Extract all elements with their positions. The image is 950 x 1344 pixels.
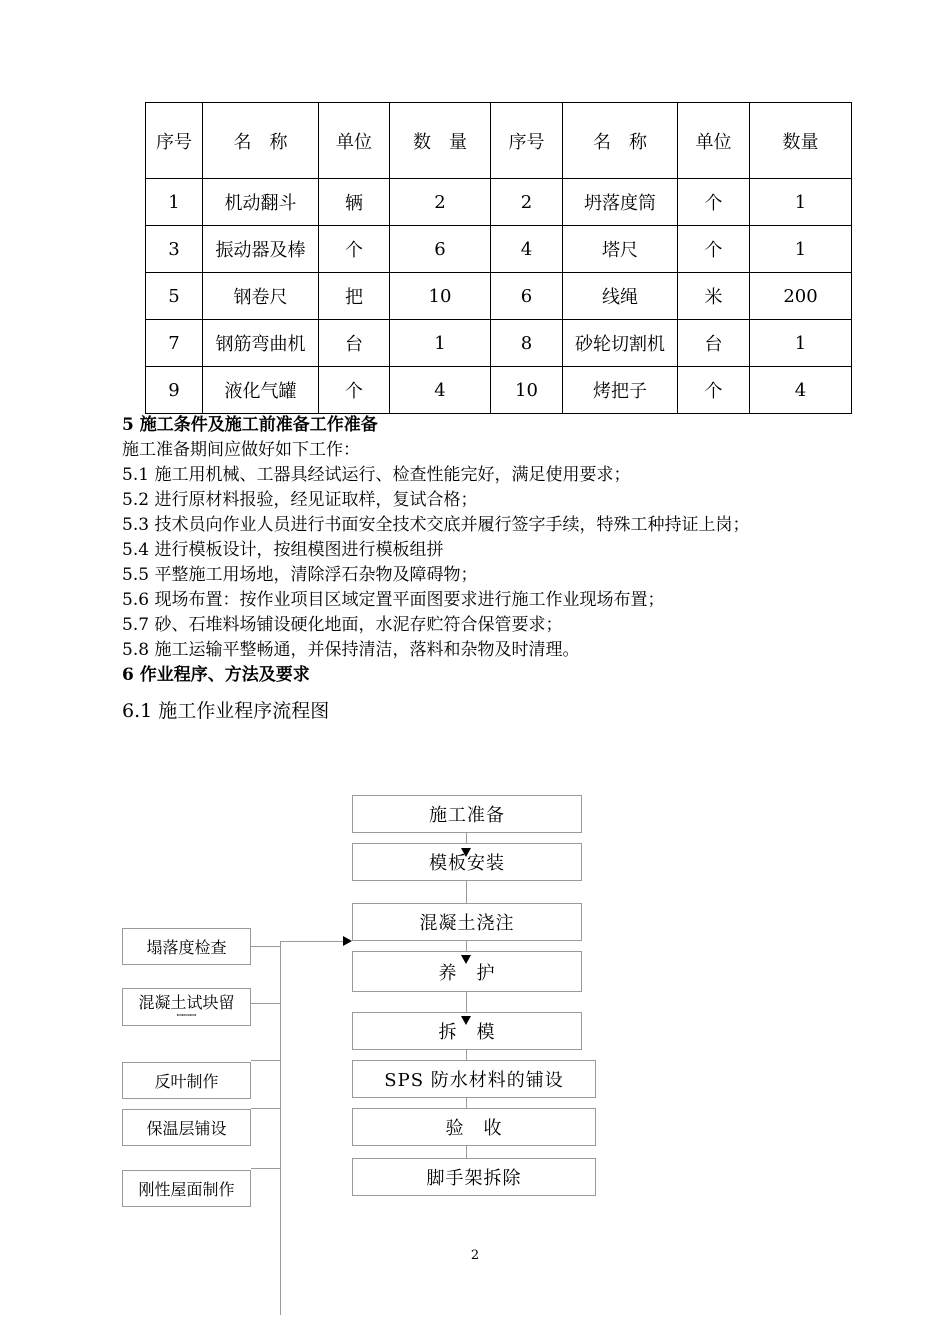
side-link-line [251,1003,280,1004]
list-item: 5.6 现场布置：按作业项目区域定置平面图要求进行施工作业现场布置； [122,590,665,610]
table-cell: 7 [146,320,203,367]
table-cell: 4 [491,226,563,273]
table-cell: 2 [390,179,491,226]
side-link-line [251,946,280,947]
section-6-subtitle: 6.1 施工作业程序流程图 [122,700,330,722]
arrow-down-icon [461,1016,471,1025]
flow-step: SPS 防水材料的铺设 [352,1060,596,1098]
list-item: 5.2 进行原材料报验，经见证取样，复试合格； [122,490,478,510]
table-row [146,226,852,273]
table-cell: 个 [319,226,390,273]
table-cell: 振动器及棒 [203,226,319,273]
table-cell: 10 [390,273,491,320]
list-item: 5.3 技术员向作业人员进行书面安全技术交底并履行签字手续，特殊工种持证上岗； [122,515,750,535]
page-number: 2 [470,1248,480,1263]
table-cell: 9 [146,367,203,414]
table-row [146,320,852,367]
table-header-cell: 单位 [678,103,750,179]
table-header-cell: 序号 [491,103,563,179]
table-cell: 台 [678,320,750,367]
side-link-line [251,1060,280,1061]
flow-step: 养 护 [352,951,582,992]
side-to-main-line [280,941,344,942]
flow-step: 施工准备 [352,795,582,833]
table-cell: 1 [390,320,491,367]
table-cell: 台 [319,320,390,367]
table-cell: 5 [146,273,203,320]
table-cell: 线绳 [563,273,678,320]
table-cell: 1 [750,320,852,367]
table-header-cell: 名 称 [563,103,678,179]
equipment-table [145,102,852,414]
list-item: 5.7 砂、石堆料场铺设硬化地面，水泥存贮符合保管要求； [122,615,563,635]
table-header-cell: 数量 [750,103,852,179]
table-header-cell: 序号 [146,103,203,179]
side-step [122,988,251,1026]
table-cell: 个 [319,367,390,414]
side-step: 保温层铺设 [122,1109,251,1146]
side-step-label: 混凝土试块留 [138,993,235,1012]
table-cell: 塔尺 [563,226,678,273]
side-link-line [251,1108,280,1109]
table-cell: 2 [491,179,563,226]
table-cell: 1 [750,179,852,226]
table-cell: 钢卷尺 [203,273,319,320]
table-cell: 个 [678,179,750,226]
table-cell: 烤把子 [563,367,678,414]
list-item: 5.4 进行模板设计，按组模图进行模板组拼 [122,540,444,560]
side-link-line [251,1168,280,1169]
flow-step: 验 收 [352,1108,596,1146]
flow-step: 混凝土浇注 [352,903,582,941]
list-item: 5.1 施工用机械、工器具经试运行、检查性能完好，满足使用要求； [122,465,631,485]
table-header-cell: 单位 [319,103,390,179]
side-connector-line [280,941,281,1315]
flow-step: 模板安装 [352,843,582,881]
flow-step: 脚手架拆除 [352,1158,596,1196]
table-row [146,367,852,414]
arrow-down-icon [461,848,471,857]
arrow-down-icon [461,955,471,964]
table-cell: 3 [146,226,203,273]
flow-step: 拆 模 [352,1012,582,1050]
table-cell: 辆 [319,179,390,226]
table-cell: 6 [491,273,563,320]
table-cell: 1 [146,179,203,226]
section-5-intro: 施工准备期间应做好如下工作： [122,440,360,460]
table-cell: 机动翻斗 [203,179,319,226]
table-cell: 个 [678,226,750,273]
table-cell: 个 [678,367,750,414]
table-cell: 8 [491,320,563,367]
side-step-label-extra: ꟷꟷꟷ [176,1011,197,1020]
table-cell: 200 [750,273,852,320]
table-cell: 把 [319,273,390,320]
table-cell: 砂轮切割机 [563,320,678,367]
table-header-cell: 数 量 [390,103,491,179]
arrow-right-icon [343,936,352,946]
table-cell: 4 [750,367,852,414]
table-cell: 4 [390,367,491,414]
table-cell: 1 [750,226,852,273]
table-cell: 米 [678,273,750,320]
table-cell: 6 [390,226,491,273]
table-cell: 10 [491,367,563,414]
section-6-title: 6 作业程序、方法及要求 [122,665,310,685]
list-item: 5.8 施工运输平整畅通，并保持清洁，落料和杂物及时清理。 [122,640,580,660]
table-cell: 液化气罐 [203,367,319,414]
side-step: 塌落度检查 [122,928,251,965]
table-row [146,273,852,320]
section-5-title: 5 施工条件及施工前准备工作准备 [122,415,378,435]
list-item: 5.5 平整施工用场地，清除浮石杂物及障碍物； [122,565,478,585]
table-cell: 钢筋弯曲机 [203,320,319,367]
side-step: 反叶制作 [122,1062,251,1099]
side-step: 刚性屋面制作 [122,1170,251,1207]
table-row [146,179,852,226]
table-header-cell: 名 称 [203,103,319,179]
table-header-row [146,103,852,179]
table-cell: 坍落度筒 [563,179,678,226]
